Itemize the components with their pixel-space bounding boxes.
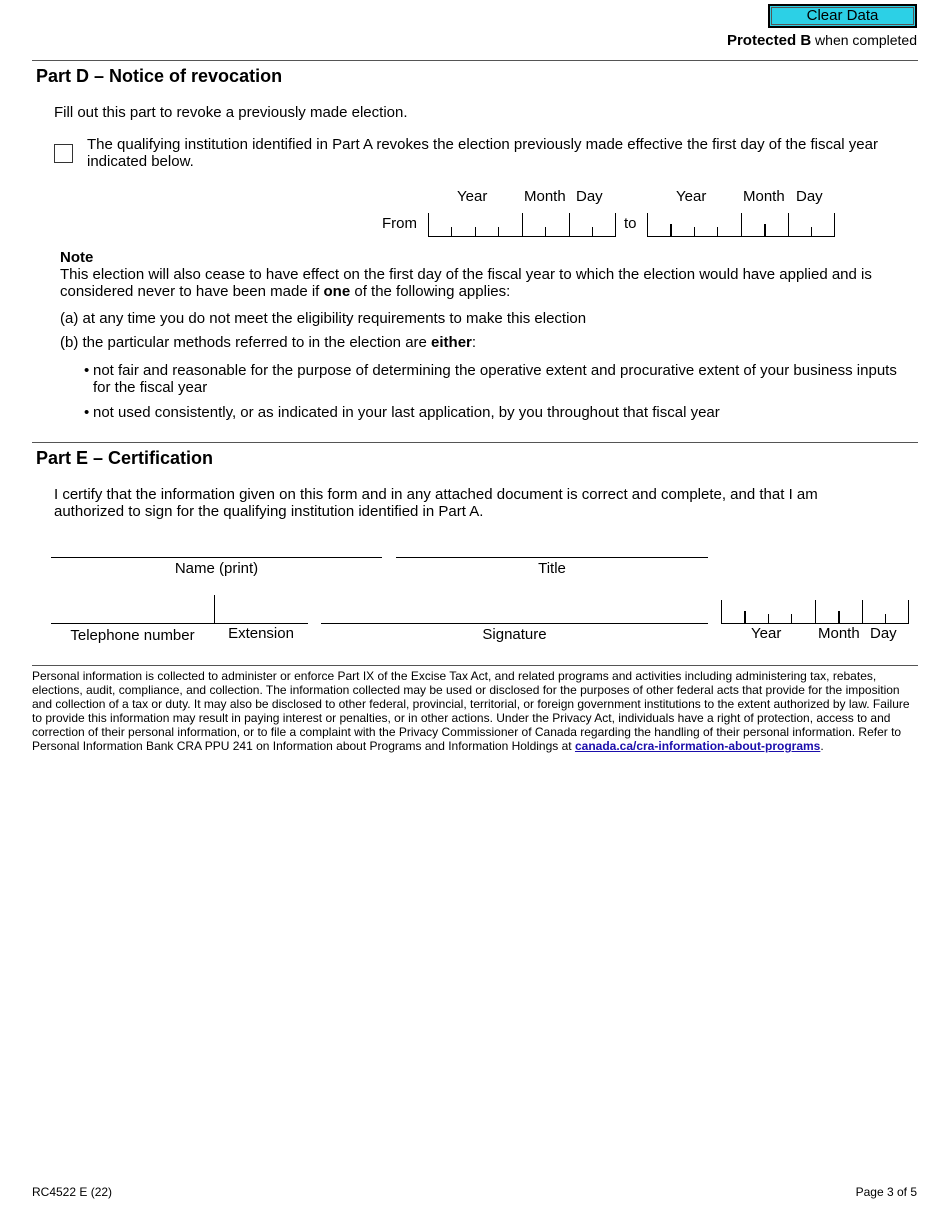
form-id: RC4522 E (22) xyxy=(32,1185,113,1199)
divider xyxy=(32,60,918,61)
signature-label: Signature xyxy=(482,626,547,643)
privacy-link[interactable]: canada.ca/cra-information-about-programs xyxy=(574,739,821,753)
to-day-label: Day xyxy=(796,188,823,205)
protected-b-rest: when completed xyxy=(811,32,917,48)
title-label: Title xyxy=(538,560,566,577)
part-d-title: Part D – Notice of revocation xyxy=(36,66,283,86)
item-b-bold: either xyxy=(431,334,472,351)
privacy-text: Personal information is collected to administer or enforce Part IX of the Excise Tax Act, and related programs and activities including administering tax, rebates, elections, audit, compliance, and collection. The information collected may be used or disclosed for the purposes of other federal acts that provide for the imposition and collection of a tax or duty. It may also be disclosed to other federal, provincial, territorial, or foreign government institutions to the extent authorized by law. Failure to provide this information may result in paying interest or penalties, or in other actions. Under the Privacy Act, individuals have a right of protection, access to and correction of their personal information, or to file a complaint with the Privacy Commissioner of Canada regarding the handling of their personal information. Refer to Personal Information Bank CRA PPU 241 on Information about Programs and Information Holdings at xyxy=(32,669,910,753)
from-month-label: Month xyxy=(524,188,566,205)
signature-date-field[interactable] xyxy=(721,600,909,624)
bullet-1-marker: • xyxy=(84,362,90,379)
extension-label: Extension xyxy=(228,625,294,642)
revoke-checkbox-label: The qualifying institution identified in Part A revokes the election previously made effective the first day of the fiscal year indicated below. xyxy=(87,136,878,170)
to-year-label: Year xyxy=(676,188,707,205)
telephone-field[interactable] xyxy=(51,623,214,624)
item-a xyxy=(60,310,586,327)
item-b xyxy=(60,334,476,351)
divider xyxy=(32,665,918,666)
privacy-end: . xyxy=(820,739,824,753)
bullet-2: not used consistently, or as indicated in your last application, by you throughout that fiscal year xyxy=(93,404,720,421)
privacy-notice xyxy=(32,669,918,753)
signature-day-label: Day xyxy=(870,625,897,642)
note-text-part-2: of the following applies: xyxy=(350,283,511,300)
signature-year-label: Year xyxy=(751,625,782,642)
page-number: Page 3 of 5 xyxy=(855,1185,917,1199)
from-day-label: Day xyxy=(576,188,603,205)
from-label: From xyxy=(382,215,417,232)
from-year-label: Year xyxy=(457,188,488,205)
telephone-divider xyxy=(214,595,215,624)
note-title: Note xyxy=(60,249,94,266)
item-b-colon: : xyxy=(471,334,477,351)
item-a-label: (a) xyxy=(60,310,79,327)
item-a-text: at any time you do not meet the eligibility requirements to make this election xyxy=(82,310,587,327)
note-text-bold: one xyxy=(323,283,351,300)
bullet-2-marker: • xyxy=(84,404,90,421)
part-e-title: Part E – Certification xyxy=(36,448,214,468)
from-date-field[interactable] xyxy=(428,213,616,237)
name-label: Name (print) xyxy=(174,560,259,577)
certification-text: I certify that the information given on this form and in any attached document is correct and complete, and that I am authorized to sign for the qualifying institution identified in Part A. xyxy=(54,486,818,520)
protected-b-notice xyxy=(727,32,917,49)
item-b-text: the particular methods referred to in the election are xyxy=(82,334,432,351)
name-field[interactable] xyxy=(51,557,382,558)
to-label: to xyxy=(624,215,637,232)
note-text-part-1: This election will also cease to have effect on the first day of the fiscal year to which the election would have applied and is considered never to have been made if xyxy=(60,266,872,300)
bullet-1: not fair and reasonable for the purpose of determining the operative extent and procurative extent of your business inputs for the fiscal year xyxy=(93,362,897,396)
divider xyxy=(32,442,918,443)
to-date-field[interactable] xyxy=(647,213,835,237)
clear-data-button[interactable]: Clear Data xyxy=(768,4,917,28)
telephone-label: Telephone number xyxy=(70,627,195,644)
protected-b-label: Protected B xyxy=(726,32,812,49)
signature-field[interactable] xyxy=(321,623,708,624)
note-text xyxy=(60,266,918,300)
item-b-label: (b) xyxy=(60,334,79,351)
revoke-election-checkbox[interactable] xyxy=(54,144,73,163)
signature-month-label: Month xyxy=(818,625,860,642)
part-d-intro: Fill out this part to revoke a previously made election. xyxy=(54,104,408,121)
title-field[interactable] xyxy=(396,557,708,558)
extension-field[interactable] xyxy=(214,623,308,624)
to-month-label: Month xyxy=(743,188,785,205)
